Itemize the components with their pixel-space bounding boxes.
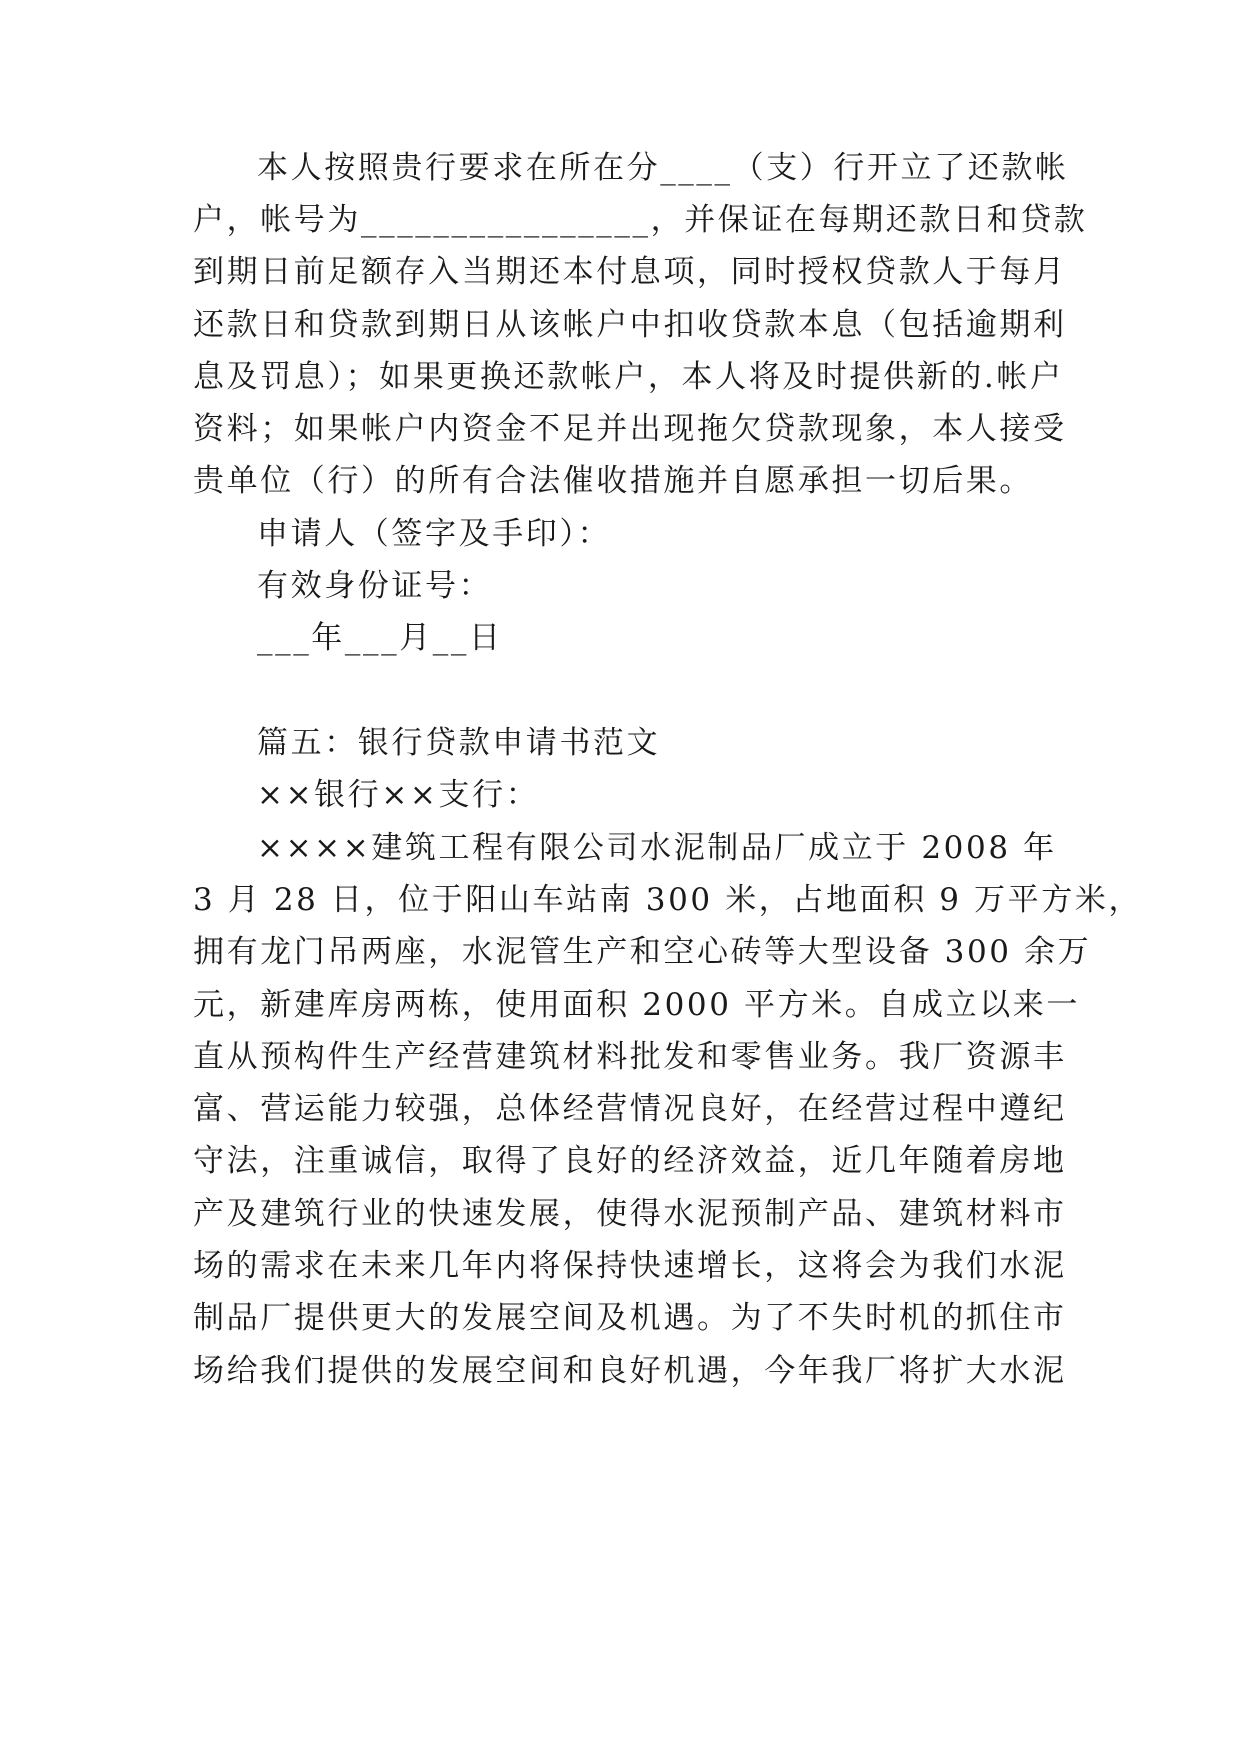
paragraph-line: 场的需求在未来几年内将保持快速增长，这将会为我们水泥 xyxy=(193,1248,1067,1284)
paragraph-line: 直从预构件生产经营建筑材料批发和零售业务。我厂资源丰 xyxy=(193,1039,1067,1075)
section-heading: 篇五：银行贷款申请书范文 xyxy=(257,725,661,761)
paragraph-line: 场给我们提供的发展空间和良好机遇，今年我厂将扩大水泥 xyxy=(193,1353,1067,1389)
paragraph-line: 拥有龙门吊两座，水泥管生产和空心砖等大型设备 300 余万 xyxy=(193,934,1092,970)
paragraph-line: 元，新建库房两栋，使用面积 2000 平方米。自成立以来一 xyxy=(193,987,1080,1023)
paragraph-line: 还款日和贷款到期日从该帐户中扣收贷款本息（包括逾期利 xyxy=(193,307,1067,343)
paragraph-line: 富、营运能力较强，总体经营情况良好，在经营过程中遵纪 xyxy=(193,1091,1067,1127)
paragraph-line: 产及建筑行业的快速发展，使得水泥预制产品、建筑材料市 xyxy=(193,1196,1067,1232)
date-line: ___年___月__日 xyxy=(257,620,503,656)
paragraph-line: 3 月 28 日，位于阳山车站南 300 米，占地面积 9 万平方米， xyxy=(193,882,1143,918)
paragraph-line: 资料；如果帐户内资金不足并出现拖欠贷款现象，本人接受 xyxy=(193,411,1067,447)
paragraph-line: 息及罚息）；如果更换还款帐户，本人将及时提供新的.帐户 xyxy=(193,359,1064,395)
applicant-signature-label: 申请人（签字及手印）： xyxy=(257,516,612,552)
paragraph-line: 守法，注重诚信，取得了良好的经济效益，近几年随着房地 xyxy=(193,1143,1067,1179)
paragraph-line: 户，帐号为________________，并保证在每期还款日和贷款 xyxy=(193,202,1088,238)
paragraph-line: 贵单位（行）的所有合法催收措施并自愿承担一切后果。 xyxy=(193,463,1033,499)
salutation: ××银行××支行： xyxy=(257,777,540,813)
paragraph-line: 到期日前足额存入当期还本付息项，同时授权贷款人于每月 xyxy=(193,254,1067,290)
id-number-label: 有效身份证号： xyxy=(257,568,493,604)
paragraph-line: ××××建筑工程有限公司水泥制品厂成立于 2008 年 xyxy=(257,830,1057,866)
paragraph-line: 制品厂提供更大的发展空间及机遇。为了不失时机的抓住市 xyxy=(193,1300,1067,1336)
paragraph-line: 本人按照贵行要求在所在分____（支）行开立了还款帐 xyxy=(257,150,1069,186)
